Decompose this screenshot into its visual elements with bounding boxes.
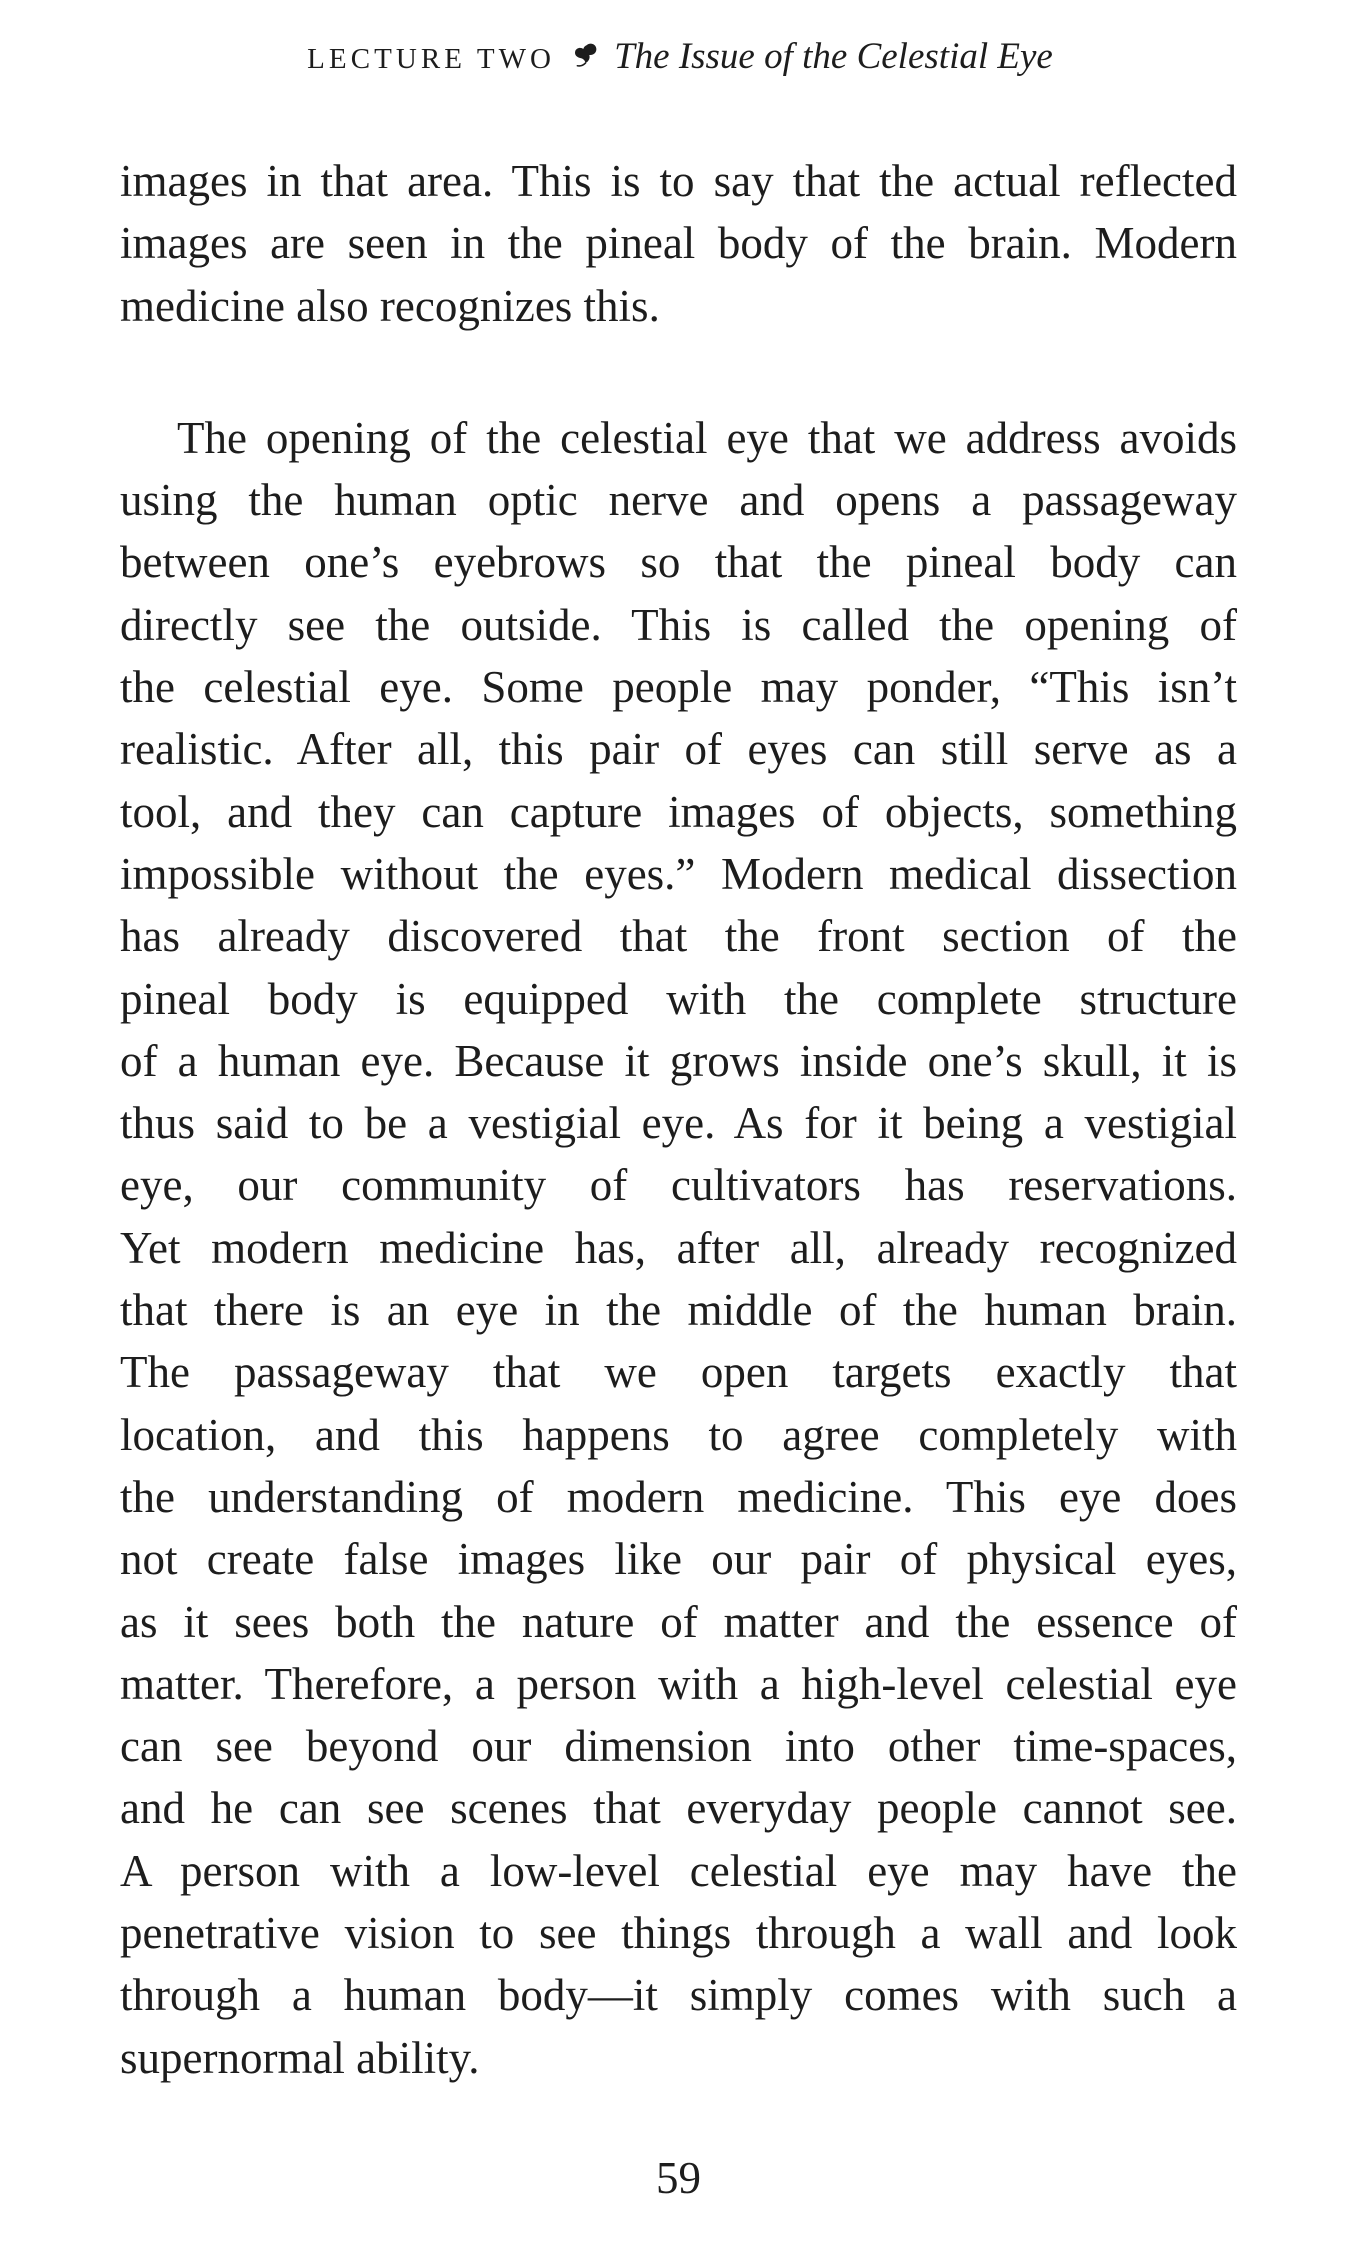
page-footer (120, 2147, 1237, 2209)
text-line: supernormal ability. (120, 2032, 480, 2083)
text-line: thus said to be a vestigial eye. As for it being a vestigial (120, 1098, 1237, 1149)
text-line: images are seen in the pineal body of the brain. Modern (120, 218, 1237, 269)
text-line: using the human optic nerve and opens a passageway (120, 475, 1237, 526)
text-line: not create false images like our pair of physical eyes, (120, 1534, 1237, 1585)
text-line: the celestial eye. Some people may ponder, “This isn’t (120, 662, 1237, 713)
text-line: matter. Therefore, a person with a high-level celestial eye (120, 1658, 1237, 1709)
text-line: eye, our community of cultivators has reservations. (120, 1160, 1237, 1211)
text-line: pineal body is equipped with the complete structure (120, 973, 1237, 1024)
paragraph (120, 150, 1237, 337)
text-line: medicine also recognizes this. (120, 280, 660, 331)
text-line: realistic. After all, this pair of eyes can still serve as a (120, 724, 1237, 775)
text-line: as it sees both the nature of matter and the essence of (120, 1596, 1237, 1647)
text-line: can see beyond our dimension into other time-spaces, (120, 1721, 1237, 1772)
text-line: The opening of the celestial eye that we address avoids (177, 412, 1237, 463)
text-line: directly see the outside. This is called the opening of (120, 599, 1237, 650)
text-line: tool, and they can capture images of objects, something (120, 786, 1237, 837)
chapter-title: The Issue of the Celestial Eye (614, 36, 1053, 77)
text-line: penetrative vision to see things through a wall and look (120, 1908, 1237, 1959)
lecture-label: LECTURE TWO (307, 43, 556, 75)
text-line: that there is an eye in the middle of the human brain. (120, 1285, 1237, 1336)
paragraph (120, 407, 1237, 2089)
text-line: Yet modern medicine has, after all, already recognized (120, 1222, 1237, 1273)
text-line: impossible without the eyes.” Modern medical dissection (120, 848, 1237, 899)
text-line: the understanding of modern medicine. This eye does (120, 1471, 1237, 1522)
text-line: has already discovered that the front section of the (120, 911, 1237, 962)
text-line: between one’s eyebrows so that the pineal body can (120, 537, 1237, 588)
running-head (0, 36, 1360, 80)
text-line: The passageway that we open targets exactly that (120, 1347, 1237, 1398)
text-line: images in that area. This is to say that the actual reflected (120, 156, 1237, 206)
text-line: location, and this happens to agree completely with (120, 1409, 1237, 1460)
text-line: of a human eye. Because it grows inside one’s skull, it is (120, 1035, 1237, 1086)
text-line: through a human body—it simply comes with such a (120, 1970, 1237, 2021)
text-line: A person with a low-level celestial eye may have the (120, 1845, 1237, 1896)
body-text (120, 150, 1237, 2089)
page-number: 59 (656, 2153, 701, 2203)
fleuron-icon (572, 42, 599, 69)
text-line: and he can see scenes that everyday people cannot see. (120, 1783, 1237, 1834)
